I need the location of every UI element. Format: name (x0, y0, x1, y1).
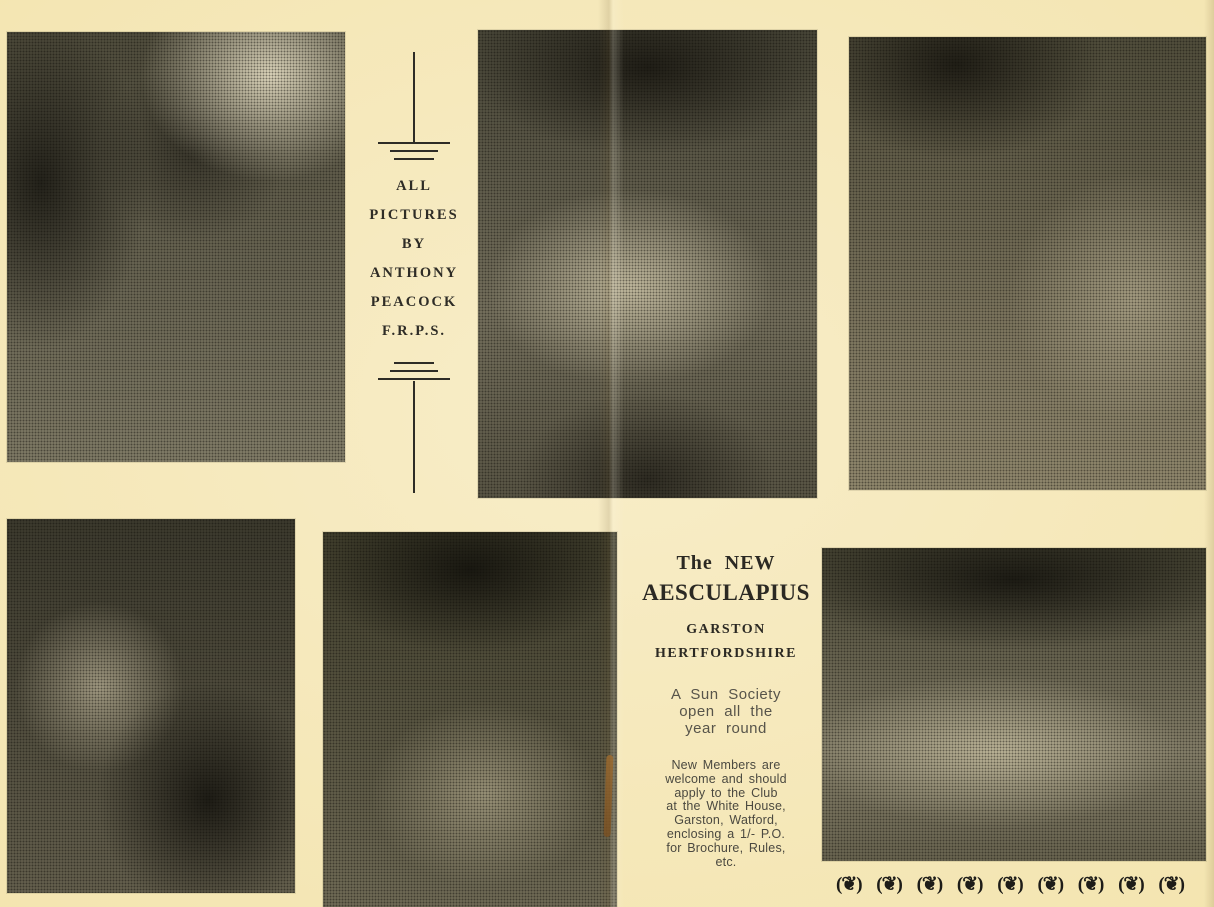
scan-edge-shadow (1204, 0, 1214, 907)
body-line: apply to the Club (674, 785, 778, 800)
divider-bar (378, 378, 450, 380)
club-panel (626, 552, 826, 869)
halftone-photo-top-left (7, 32, 345, 462)
halftone-photo-top-center (478, 30, 817, 498)
body-line: at the White House, (666, 799, 786, 814)
photo-credit-block (355, 40, 473, 498)
club-location-line-1: GARSTON (686, 622, 766, 637)
halftone-photo-bottom-right (822, 548, 1206, 861)
divider-bar (390, 150, 438, 152)
fleuron-ornament-icon: (❦) (1118, 873, 1144, 895)
credit-line: ALL (396, 178, 432, 194)
divider-bar (378, 142, 450, 144)
fleuron-ornament-icon: (❦) (956, 873, 983, 895)
body-line: enclosing a 1/- P.O. (666, 826, 786, 841)
divider-bar (394, 362, 434, 364)
credit-line: ANTHONY (369, 265, 459, 281)
divider-bar (390, 370, 438, 372)
fleuron-ornament-icon: (❦) (1077, 873, 1104, 895)
fleuron-ornament-icon: (❦) (916, 873, 943, 895)
divider-vertical-rule-bottom (413, 381, 415, 493)
club-title-line-1: The NEW (676, 552, 776, 574)
halftone-photo-top-right (849, 37, 1206, 490)
fleuron-ornament-icon: (❦) (836, 873, 862, 895)
credit-line: F.R.P.S. (381, 323, 447, 339)
halftone-photo-bottom-center (323, 532, 617, 907)
credit-line: BY (401, 236, 427, 252)
body-line: New Members are (671, 758, 781, 772)
body-line: Garston, Watford, (674, 813, 778, 828)
body-line: etc. (715, 854, 737, 869)
photo-credit-text (355, 172, 473, 346)
credit-line: PICTURES (369, 207, 459, 223)
club-title-line-2: AESCULAPIUS (642, 580, 810, 605)
halftone-photo-bottom-left (7, 519, 295, 893)
tagline-line: A Sun Society (671, 686, 781, 703)
club-membership-text (626, 759, 826, 869)
fleuron-ornament-icon: (❦) (876, 873, 902, 895)
body-line: for Brochure, Rules, (666, 840, 786, 855)
body-line: welcome and should (665, 771, 787, 786)
fleuron-ornament-icon: (❦) (1158, 873, 1184, 895)
club-tagline (626, 686, 826, 737)
credit-line: PEACOCK (370, 294, 458, 310)
tagline-line: open all the (679, 703, 773, 720)
divider-vertical-rule-top (413, 52, 415, 142)
club-location-line-2: HERTFORDSHIRE (655, 646, 797, 661)
fleuron-ornament-icon: (❦) (997, 873, 1023, 895)
fleuron-ornament-icon: (❦) (1037, 873, 1064, 895)
divider-bar (394, 158, 434, 160)
tagline-line: year round (685, 720, 767, 737)
footer-ornament-row (836, 870, 1184, 898)
